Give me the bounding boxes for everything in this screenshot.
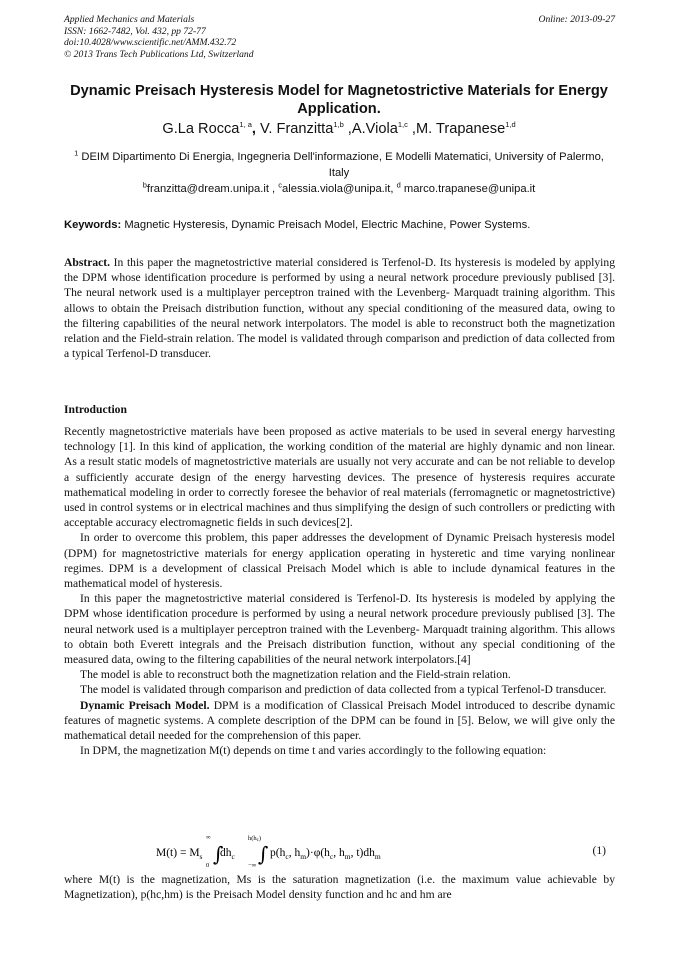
paragraph: In this paper the magnetostrictive material considered is Terfenol-D. Its hysteresis is modeled by applying the DPM whose identification procedure is performed by using a neural network procedure previously publised [3]. The neural network used is a multiplayer perceptron trained with the Levenberg- Marquadt training algorithm. This allows to obtain both Everett integrals and the Preisach distribution function, without any special conditioning of the measured data, owing to the filtering capabilities of the neural network interpolators.[4] <box>64 592 615 667</box>
copyright-line: © 2013 Trans Tech Publications Ltd, Switzerland <box>64 48 254 60</box>
online-date: Online: 2013-09-27 <box>538 14 615 25</box>
paragraph: The model is validated through comparison and prediction of data collected from a typical Terfenol-D transducer. <box>80 683 607 697</box>
integral-upper: h(hc) <box>248 835 262 843</box>
integrand-density: $p(h_c$, $h_m)\cdot\varphi(h_c$, $h_m$, $t)dh_m$ <box>270 847 381 861</box>
abstract <box>64 255 615 361</box>
paragraph: Recently magnetostrictive materials have been proposed as active materials to be used in several energy harvesting technology [1]. In this kind of application, the working condition of the material are highly dynamic and non linear. As a result static models of magnetostrictive materials are usually not very accurate and can be not reliable to develop a sufficiently accurate design of the energy harvesting devices. The presence of hysteresis requires accurate mathematical modeling in order to correctly foresee the behavior of real materials (ferromagnetic or magnetostrictive) used in control systems or in electrical machines and thus simplifying the design of such controllers or predicting with acceptable accuracy electromagnetic fields in such devices[2]. <box>64 425 615 530</box>
journal-header <box>64 14 615 60</box>
author-separator: , <box>407 121 416 137</box>
author-separator: , <box>343 121 352 137</box>
abstract-label: Abstract. <box>64 256 111 269</box>
email-link[interactable]: franzitta@dream.unipa.it , <box>146 183 276 195</box>
author-name: G.La Rocca <box>162 121 240 137</box>
author-separator: , <box>251 121 261 137</box>
integral-lower: −∞ <box>248 862 257 868</box>
issn-line: ISSN: 1662-7482, Vol. 432, pp 72-77 <box>64 25 206 37</box>
abstract-text: In this paper the magnetostrictive material considered is Terfenol-D. Its hysteresis is modeled by applying the DPM whose identification procedure is performed by using a neural network procedure previously publised [3]. The neural network used is a multiplayer perceptron trained with the Levenberg- Marquadt training algorithm. This allows to obtain the Preisach distribution function, without any special conditioning of the measured data, owing to the filtering capabilities of the neural network interpolators. The model is able to reconstruct both the magnetization relation and the Field-strain relation. The model is validated through comparison and prediction of data collected from a typical Terfenol-D transducer. <box>64 256 615 361</box>
email-sup: b <box>142 180 147 190</box>
keywords-label: Keywords: <box>64 219 122 231</box>
keywords-text: Magnetic Hysteresis, Dynamic Preisach Model, Electric Machine, Power Systems. <box>124 219 531 231</box>
author-affil-sup: 1, a <box>239 120 252 130</box>
email-link[interactable]: alessia.viola@unipa.it, <box>282 183 394 195</box>
author-affil-sup: 1,b <box>333 120 344 130</box>
equation-1 <box>156 834 606 868</box>
integrand-dhc: $dh_c$ <box>220 847 235 861</box>
paragraph: The model is able to reconstruct both the magnetization relation and the Field-strain relation. <box>80 668 511 682</box>
integral-sign: ∫ <box>258 842 269 866</box>
affiliation-text: DEIM Dipartimento Di Energia, Ingegneria Dell'informazione, E Modelli Matematici, University of Palermo, Italy <box>81 151 604 179</box>
author-name: V. Franzitta <box>260 121 334 137</box>
paragraph <box>64 698 615 744</box>
integral-upper: ∞ <box>206 834 211 841</box>
journal-name: Applied Mechanics and Materials <box>64 14 195 25</box>
equation-graphic <box>156 834 576 868</box>
affiliation-sup: 1 <box>74 148 79 158</box>
introduction-body <box>64 424 615 758</box>
subsection-label: Dynamic Preisach Model. <box>80 698 210 712</box>
author-list <box>40 121 638 137</box>
email-sup: d <box>396 180 401 190</box>
paragraph: where M(t) is the magnetization, Ms is the saturation magnetization (i.e. the maximum value achievable by Magnetization), p(hc,hm) is the Preisach Model density function and hc and hm are <box>64 873 615 902</box>
integral-sign: ∫ <box>213 842 224 866</box>
author-name: A.Viola <box>351 121 398 137</box>
equation-number: (1) <box>592 844 606 857</box>
doi-line[interactable]: doi:10.4028/www.scientific.net/AMM.432.72 <box>64 37 237 49</box>
paragraph-text: DPM is a modification of Classical Preisach Model introduced to describe dynamic features of magnetic systems. A complete description of the DPM can be found in [5]. Below, we will give only the mathematical detail needed for the comprehension of this paper. <box>64 698 615 743</box>
author-name: M. Trapanese <box>415 121 506 137</box>
paragraph: In DPM, the magnetization M(t) depends on time t and varies accordingly to the following equation: <box>80 744 547 758</box>
email-list <box>40 180 638 195</box>
paper-title: Dynamic Preisach Hysteresis Model for Magnetostrictive Materials for Energy Application. <box>70 83 608 117</box>
keywords <box>64 219 615 231</box>
author-affil-sup: 1,c <box>397 120 408 130</box>
section-heading: Introduction <box>64 403 127 416</box>
paragraph: In order to overcome this problem, this paper addresses the development of Dynamic Preisach hysteresis model (DPM) for magnetostrictive materials for energy application operating in hysteretic and time varying nonlinear regimes. DPM is a development of classical Preisach Model which is able to include dynamical features in the mathematical model of hysteresis. <box>64 531 615 591</box>
affiliation <box>66 150 612 181</box>
equation-lhs: $M(t) = M_s$ <box>156 847 203 861</box>
email-sup: c <box>278 180 283 190</box>
integral-lower: 0 <box>206 862 210 868</box>
email-link[interactable]: marco.trapanese@unipa.it <box>403 183 536 195</box>
author-affil-sup: 1,d <box>505 120 516 130</box>
